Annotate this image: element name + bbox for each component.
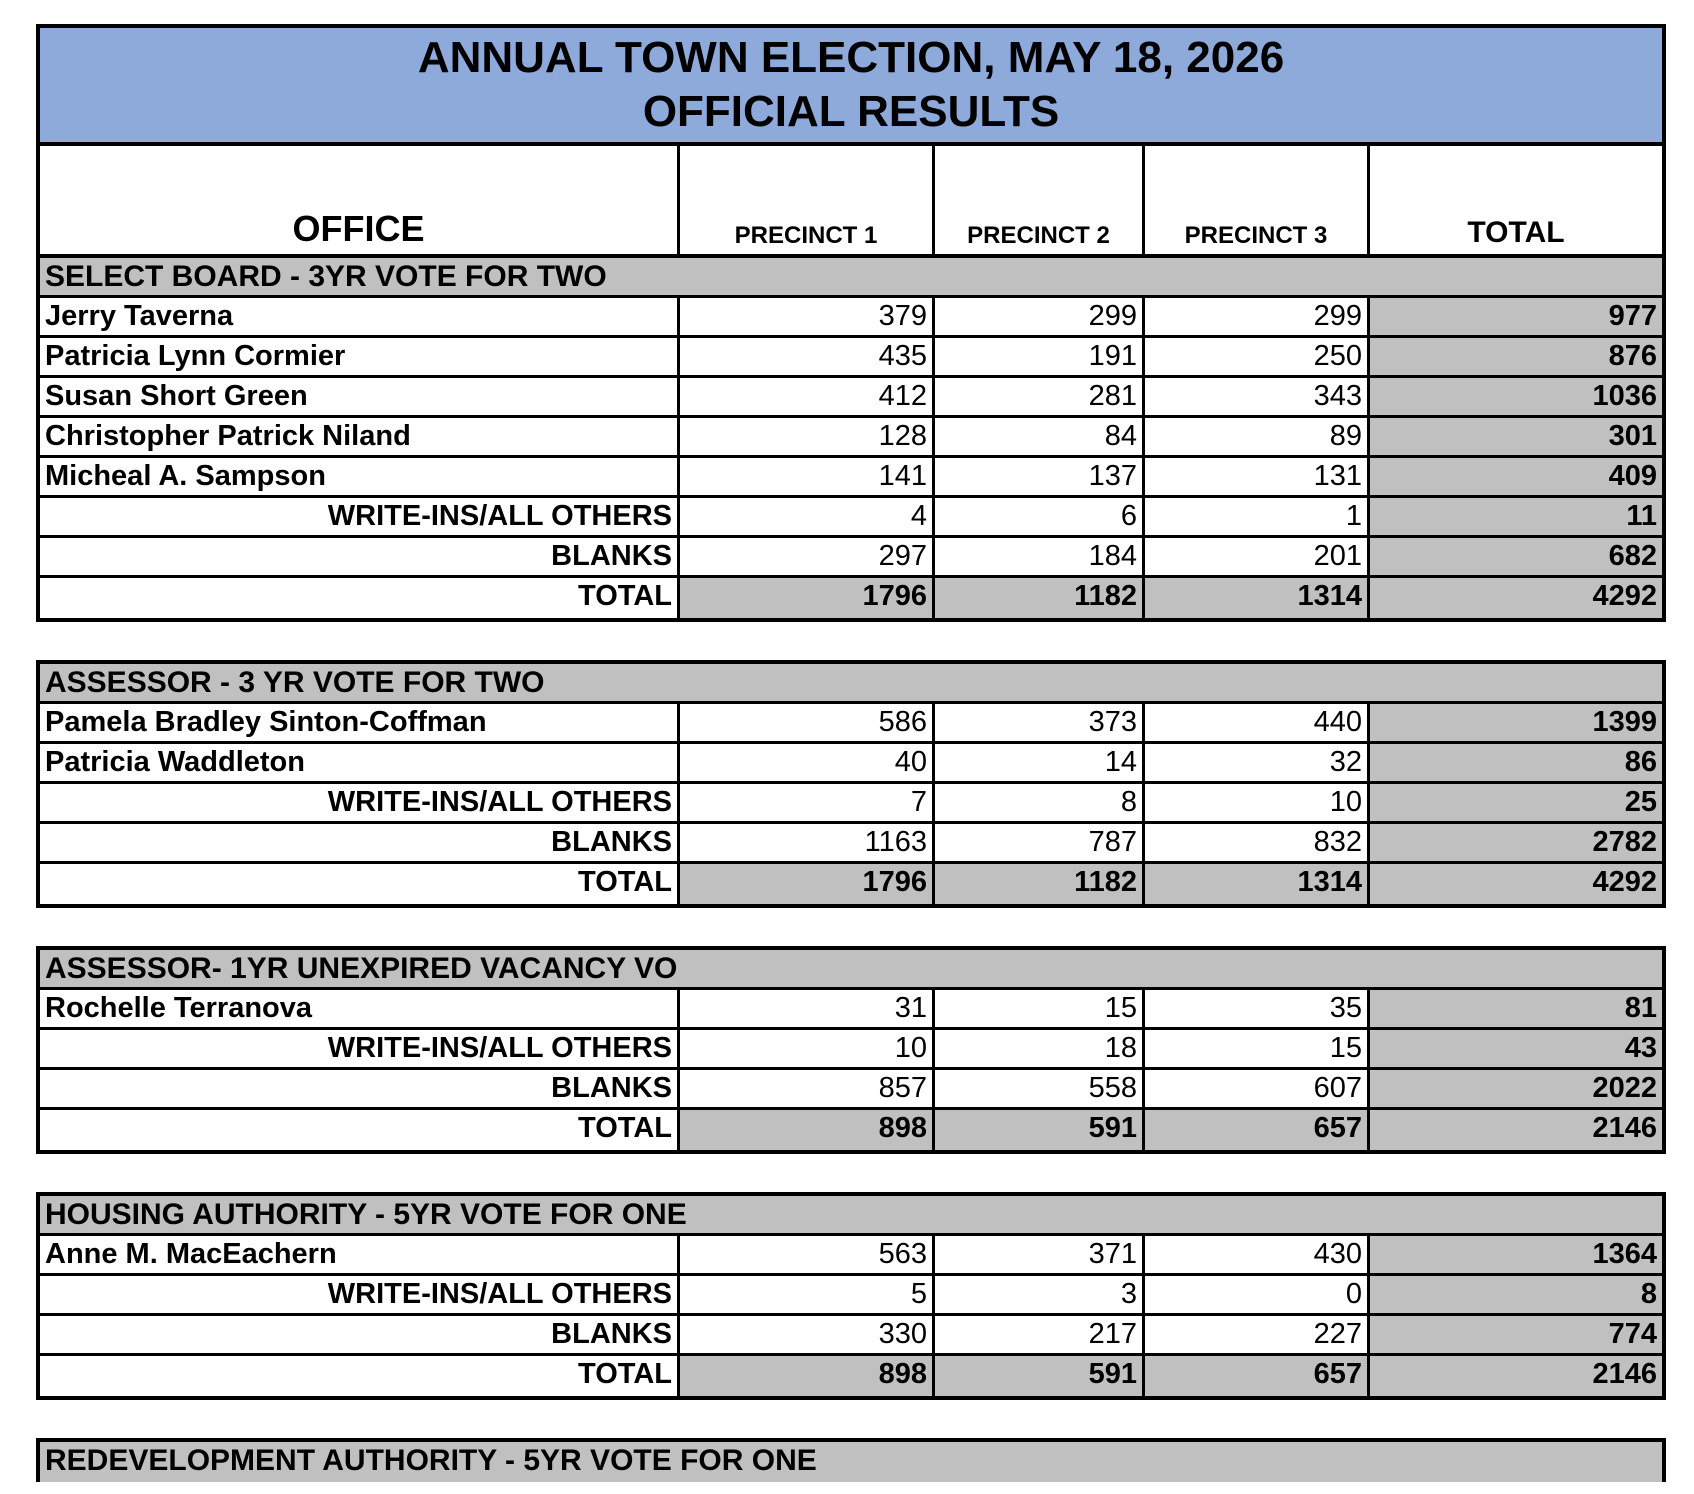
precinct-2-votes: 281 bbox=[935, 378, 1145, 415]
precinct-2-votes: 137 bbox=[935, 458, 1145, 495]
candidate-row bbox=[40, 378, 1662, 418]
column-header-precinct-3: PRECINCT 3 bbox=[1145, 146, 1370, 254]
precinct-1-votes: 10 bbox=[680, 1030, 935, 1067]
precinct-3-votes: 440 bbox=[1145, 704, 1370, 741]
page-subtitle: OFFICIAL RESULTS bbox=[642, 87, 1060, 136]
precinct-1-votes: 412 bbox=[680, 378, 935, 415]
total-votes: 2146 bbox=[1370, 1110, 1662, 1150]
precinct-3-votes: 343 bbox=[1145, 378, 1370, 415]
section-spacer bbox=[36, 622, 1666, 660]
total-votes: 977 bbox=[1370, 298, 1662, 335]
precinct-2-votes: 217 bbox=[935, 1316, 1145, 1353]
candidate-name: Micheal A. Sampson bbox=[40, 458, 680, 495]
blanks-label: BLANKS bbox=[40, 1316, 680, 1353]
total-votes: 301 bbox=[1370, 418, 1662, 455]
precinct-2-votes: 371 bbox=[935, 1236, 1145, 1273]
total-row bbox=[40, 578, 1662, 618]
candidate-name: Rochelle Terranova bbox=[40, 990, 680, 1027]
precinct-2-votes: 1182 bbox=[935, 578, 1145, 618]
precinct-1-votes: 898 bbox=[680, 1110, 935, 1150]
precinct-1-votes: 563 bbox=[680, 1236, 935, 1273]
blanks-label: BLANKS bbox=[40, 1070, 680, 1107]
total-votes: 43 bbox=[1370, 1030, 1662, 1067]
total-votes: 2022 bbox=[1370, 1070, 1662, 1107]
total-votes: 774 bbox=[1370, 1316, 1662, 1353]
precinct-3-votes: 1314 bbox=[1145, 864, 1370, 904]
blanks-row bbox=[40, 824, 1662, 864]
candidate-name: Patricia Lynn Cormier bbox=[40, 338, 680, 375]
precinct-2-votes: 1182 bbox=[935, 864, 1145, 904]
section-title: REDEVELOPMENT AUTHORITY - 5YR VOTE FOR ONE bbox=[40, 1442, 1662, 1482]
precinct-3-votes: 32 bbox=[1145, 744, 1370, 781]
blanks-row bbox=[40, 538, 1662, 578]
candidate-row bbox=[40, 1236, 1662, 1276]
precinct-1-votes: 898 bbox=[680, 1356, 935, 1396]
total-row bbox=[40, 864, 1662, 904]
total-votes: 2782 bbox=[1370, 824, 1662, 861]
total-label: TOTAL bbox=[40, 578, 680, 618]
column-header-office: OFFICE bbox=[40, 146, 680, 254]
precinct-1-votes: 31 bbox=[680, 990, 935, 1027]
total-votes: 1399 bbox=[1370, 704, 1662, 741]
column-header-precinct-1: PRECINCT 1 bbox=[680, 146, 935, 254]
write-ins-row bbox=[40, 784, 1662, 824]
office-section bbox=[36, 1438, 1666, 1482]
precinct-3-votes: 430 bbox=[1145, 1236, 1370, 1273]
candidate-row bbox=[40, 298, 1662, 338]
precinct-2-votes: 373 bbox=[935, 704, 1145, 741]
precinct-1-votes: 379 bbox=[680, 298, 935, 335]
precinct-1-votes: 1163 bbox=[680, 824, 935, 861]
results-sections bbox=[36, 254, 1666, 1482]
precinct-3-votes: 10 bbox=[1145, 784, 1370, 821]
section-spacer bbox=[36, 908, 1666, 946]
section-title: HOUSING AUTHORITY - 5YR VOTE FOR ONE bbox=[40, 1196, 1662, 1236]
write-ins-row bbox=[40, 1030, 1662, 1070]
column-header-precinct-2: PRECINCT 2 bbox=[935, 146, 1145, 254]
precinct-3-votes: 832 bbox=[1145, 824, 1370, 861]
results-sheet bbox=[36, 24, 1666, 1482]
precinct-3-votes: 201 bbox=[1145, 538, 1370, 575]
precinct-2-votes: 299 bbox=[935, 298, 1145, 335]
precinct-1-votes: 7 bbox=[680, 784, 935, 821]
total-votes: 4292 bbox=[1370, 578, 1662, 618]
precinct-3-votes: 35 bbox=[1145, 990, 1370, 1027]
total-votes: 11 bbox=[1370, 498, 1662, 535]
precinct-3-votes: 89 bbox=[1145, 418, 1370, 455]
total-votes: 4292 bbox=[1370, 864, 1662, 904]
blanks-row bbox=[40, 1070, 1662, 1110]
write-ins-row bbox=[40, 498, 1662, 538]
precinct-1-votes: 857 bbox=[680, 1070, 935, 1107]
total-votes: 682 bbox=[1370, 538, 1662, 575]
precinct-2-votes: 591 bbox=[935, 1110, 1145, 1150]
total-votes: 1036 bbox=[1370, 378, 1662, 415]
precinct-2-votes: 14 bbox=[935, 744, 1145, 781]
precinct-1-votes: 1796 bbox=[680, 578, 935, 618]
total-row bbox=[40, 1356, 1662, 1396]
total-label: TOTAL bbox=[40, 864, 680, 904]
title-banner bbox=[36, 24, 1666, 146]
precinct-1-votes: 435 bbox=[680, 338, 935, 375]
candidate-row bbox=[40, 458, 1662, 498]
candidate-row bbox=[40, 338, 1662, 378]
total-votes: 86 bbox=[1370, 744, 1662, 781]
precinct-2-votes: 84 bbox=[935, 418, 1145, 455]
write-ins-label: WRITE-INS/ALL OTHERS bbox=[40, 1276, 680, 1313]
candidate-row bbox=[40, 990, 1662, 1030]
precinct-1-votes: 5 bbox=[680, 1276, 935, 1313]
section-spacer bbox=[36, 1400, 1666, 1438]
precinct-3-votes: 657 bbox=[1145, 1110, 1370, 1150]
section-title: ASSESSOR - 3 YR VOTE FOR TWO bbox=[40, 664, 1662, 704]
precinct-1-votes: 40 bbox=[680, 744, 935, 781]
precinct-2-votes: 3 bbox=[935, 1276, 1145, 1313]
office-section bbox=[36, 254, 1666, 622]
precinct-3-votes: 1 bbox=[1145, 498, 1370, 535]
candidate-row bbox=[40, 418, 1662, 458]
total-row bbox=[40, 1110, 1662, 1150]
candidate-name: Susan Short Green bbox=[40, 378, 680, 415]
precinct-1-votes: 1796 bbox=[680, 864, 935, 904]
candidate-name: Anne M. MacEachern bbox=[40, 1236, 680, 1273]
precinct-1-votes: 297 bbox=[680, 538, 935, 575]
write-ins-label: WRITE-INS/ALL OTHERS bbox=[40, 498, 680, 535]
precinct-3-votes: 250 bbox=[1145, 338, 1370, 375]
total-votes: 409 bbox=[1370, 458, 1662, 495]
section-title: ASSESSOR- 1YR UNEXPIRED VACANCY VO bbox=[40, 950, 1662, 990]
column-header-total: TOTAL bbox=[1467, 216, 1565, 249]
total-votes: 1364 bbox=[1370, 1236, 1662, 1273]
total-votes: 25 bbox=[1370, 784, 1662, 821]
precinct-2-votes: 591 bbox=[935, 1356, 1145, 1396]
precinct-3-votes: 1314 bbox=[1145, 578, 1370, 618]
precinct-2-votes: 787 bbox=[935, 824, 1145, 861]
section-title: SELECT BOARD - 3YR VOTE FOR TWO bbox=[40, 258, 1662, 298]
precinct-1-votes: 4 bbox=[680, 498, 935, 535]
precinct-2-votes: 184 bbox=[935, 538, 1145, 575]
blanks-label: BLANKS bbox=[40, 538, 680, 575]
office-section bbox=[36, 946, 1666, 1154]
precinct-3-votes: 227 bbox=[1145, 1316, 1370, 1353]
write-ins-label: WRITE-INS/ALL OTHERS bbox=[40, 784, 680, 821]
precinct-3-votes: 131 bbox=[1145, 458, 1370, 495]
candidate-name: Patricia Waddleton bbox=[40, 744, 680, 781]
total-votes: 8 bbox=[1370, 1276, 1662, 1313]
office-section bbox=[36, 1192, 1666, 1400]
precinct-1-votes: 141 bbox=[680, 458, 935, 495]
candidate-name: Pamela Bradley Sinton-Coffman bbox=[40, 704, 680, 741]
total-label: TOTAL bbox=[40, 1356, 680, 1396]
total-label: TOTAL bbox=[40, 1110, 680, 1150]
page-title: ANNUAL TOWN ELECTION, MAY 18, 2026 bbox=[417, 33, 1285, 82]
column-header-row bbox=[36, 146, 1666, 254]
candidate-name: Jerry Taverna bbox=[40, 298, 680, 335]
candidate-row bbox=[40, 704, 1662, 744]
write-ins-row bbox=[40, 1276, 1662, 1316]
precinct-1-votes: 128 bbox=[680, 418, 935, 455]
precinct-2-votes: 191 bbox=[935, 338, 1145, 375]
total-votes: 2146 bbox=[1370, 1356, 1662, 1396]
precinct-3-votes: 299 bbox=[1145, 298, 1370, 335]
precinct-3-votes: 657 bbox=[1145, 1356, 1370, 1396]
precinct-2-votes: 18 bbox=[935, 1030, 1145, 1067]
office-section bbox=[36, 660, 1666, 908]
precinct-1-votes: 586 bbox=[680, 704, 935, 741]
blanks-label: BLANKS bbox=[40, 824, 680, 861]
precinct-3-votes: 15 bbox=[1145, 1030, 1370, 1067]
candidate-name: Christopher Patrick Niland bbox=[40, 418, 680, 455]
write-ins-label: WRITE-INS/ALL OTHERS bbox=[40, 1030, 680, 1067]
precinct-2-votes: 15 bbox=[935, 990, 1145, 1027]
precinct-1-votes: 330 bbox=[680, 1316, 935, 1353]
blanks-row bbox=[40, 1316, 1662, 1356]
total-votes: 876 bbox=[1370, 338, 1662, 375]
precinct-3-votes: 607 bbox=[1145, 1070, 1370, 1107]
section-spacer bbox=[36, 1154, 1666, 1192]
precinct-2-votes: 6 bbox=[935, 498, 1145, 535]
precinct-3-votes: 0 bbox=[1145, 1276, 1370, 1313]
precinct-2-votes: 558 bbox=[935, 1070, 1145, 1107]
candidate-row bbox=[40, 744, 1662, 784]
total-votes: 81 bbox=[1370, 990, 1662, 1027]
precinct-2-votes: 8 bbox=[935, 784, 1145, 821]
